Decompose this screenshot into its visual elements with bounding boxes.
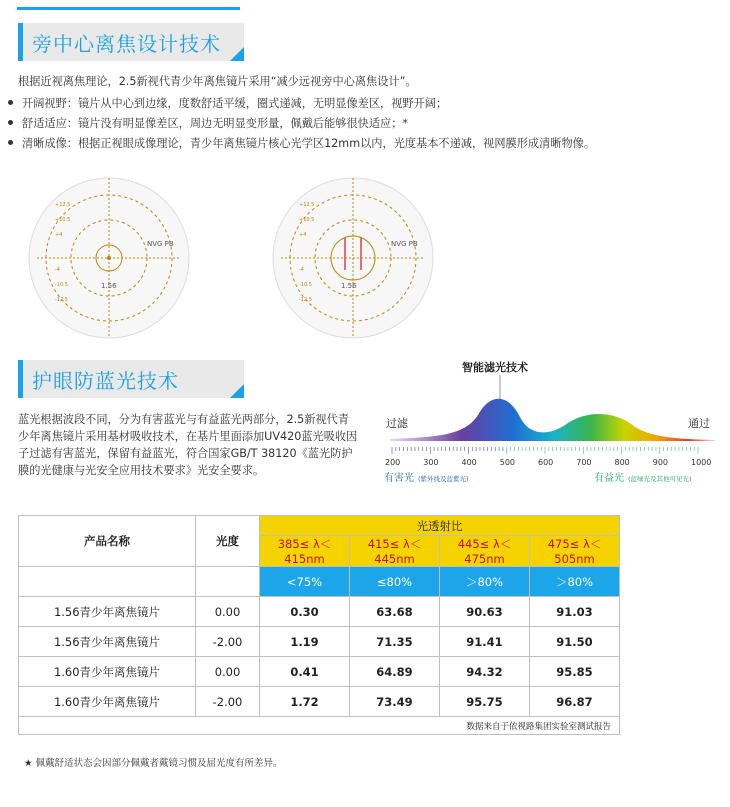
filter-label: 过滤: [386, 417, 408, 430]
axis-tick-label: 700: [576, 458, 592, 467]
lens-index: 1.56: [341, 282, 357, 290]
spectrum-diagram: [380, 355, 725, 490]
harm-light-label: 有害光: [384, 473, 414, 484]
svg-text:+12.5: +12.5: [55, 202, 71, 208]
svg-text:+10.5: +10.5: [55, 217, 71, 223]
intro-text: 根据近视离焦理论，2.5新视代青少年离焦镜片采用“减少远视旁中心离焦设计”。: [18, 75, 417, 88]
col-transmittance: 光透射比: [260, 516, 620, 536]
table-row: 1.56青少年离焦镜片 -2.00 1.19 71.35 91.41 91.50: [19, 627, 620, 657]
axis-tick-label: 800: [614, 458, 630, 467]
axis-tick-label: 200: [385, 458, 401, 467]
table-row: 1.60青少年离焦镜片 0.00 0.41 64.89 94.32 95.85: [19, 657, 620, 687]
svg-text:-10.5: -10.5: [299, 282, 312, 288]
axis-tick-label: 1000: [691, 458, 712, 467]
svg-text:+10.5: +10.5: [299, 217, 315, 223]
svg-text:-12.5: -12.5: [55, 297, 68, 303]
axis-tick-label: 900: [652, 458, 669, 467]
footnote: ★ 佩戴舒适状态会因部分佩戴者戴镜习惯及屈光度有所差异。: [24, 758, 283, 769]
bullet-1: 开阔视野：镜片从中心到边缘，度数舒适平缓，圈式递减，无明显像差区，视野开阔；: [22, 97, 448, 110]
good-light-sub: (蓝绿光及其他可见光): [628, 475, 692, 483]
svg-text:+4: +4: [299, 232, 307, 238]
lens-index: 1.56: [101, 282, 117, 290]
lens-brand: NVG PB: [147, 240, 174, 248]
bullet-2: 舒适适应：镜片没有明显像差区，周边无明显变形量，佩戴后能够很快适应；*: [22, 117, 408, 130]
lens-diagram-right: [271, 176, 435, 340]
top-accent-line: [17, 7, 240, 10]
svg-text:+4: +4: [55, 232, 63, 238]
col-power: 光度: [196, 516, 260, 567]
table-source: 数据来自于依视路集团实验室测试报告: [19, 717, 620, 735]
axis-tick-label: 400: [461, 458, 477, 467]
spectrum-title: 智能滤光技术: [462, 361, 528, 374]
svg-text:-12.5: -12.5: [299, 297, 312, 303]
svg-text:+12.5: +12.5: [299, 202, 315, 208]
lens-brand: NVG PB: [391, 240, 418, 248]
lens-diagram-left: [27, 176, 191, 340]
table-row: 1.60青少年离焦镜片 -2.00 1.72 73.49 95.75 96.87: [19, 687, 620, 717]
axis-tick-label: 300: [423, 458, 439, 467]
pass-label: 通过: [688, 417, 710, 430]
svg-text:-4: -4: [299, 267, 304, 273]
section-header-defocus: [18, 23, 244, 61]
transmittance-table: 产品名称 光度 光透射比 385≤ λ＜415nm 415≤ λ＜445nm 445≤ λ＜475nm 475≤ λ＜505nm <75% ≤80% ＞80% ＞80% 1.56青少年离焦镜片 0.00 0.30 63.68 90.63 91.03 1.56青少年离焦镜片 -2.00 1.19 71.35 91.41 91.50 1.60青少年离焦镜片 0.00 0.41 64.89 94.32 95.85 1.60青少年离焦镜片 -2.00 1.72 73.49 95.75 96.87 数据来自于依视路集团实验室测试报告: [18, 515, 620, 735]
section-title: 护眼防蓝光技术: [32, 369, 179, 393]
section-header-bluelight: [18, 360, 244, 398]
col-product: 产品名称: [19, 516, 196, 567]
axis-tick-label: 500: [499, 458, 516, 467]
svg-text:-4: -4: [55, 267, 60, 273]
bullet-3: 清晰成像：根据正视眼成像理论，青少年离焦镜片核心光学区12mm以内，光度基本不递减，视网膜形成清晰物像。: [22, 137, 596, 150]
axis-tick-label: 600: [538, 458, 554, 467]
bluelight-paragraph: 蓝光根据波段不同，分为有害蓝光与有益蓝光两部分，2.5新视代青少年离焦镜片采用基材吸收技术，在基片里面添加UV420蓝光吸收因子过滤有害蓝光，保留有益蓝光，符合国家GB/T 38120《蓝光防护膜的光健康与光安全应用技术要求》光安全要求。: [18, 413, 358, 477]
section-title: 旁中心离焦设计技术: [32, 32, 221, 56]
harm-light-sub: (紫外线及蓝紫光): [418, 475, 469, 483]
table-row: 1.56青少年离焦镜片 0.00 0.30 63.68 90.63 91.03: [19, 597, 620, 627]
good-light-label: 有益光: [594, 473, 624, 484]
svg-text:-10.5: -10.5: [55, 282, 68, 288]
